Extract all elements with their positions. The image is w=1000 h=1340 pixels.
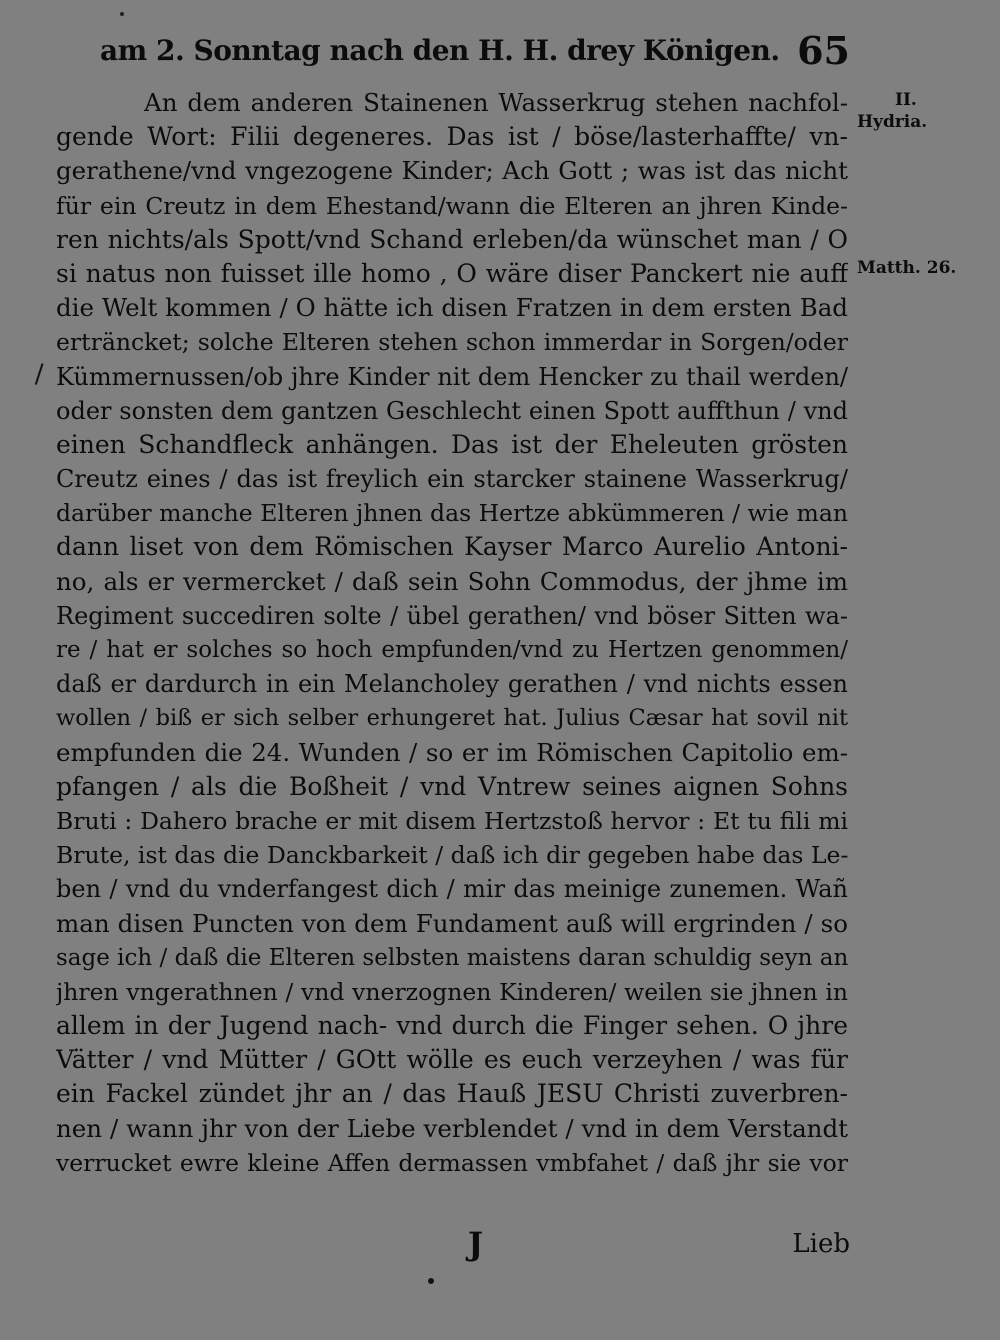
page-footer	[100, 1224, 850, 1264]
margin-note-matthew: Matth. 26.	[857, 258, 957, 278]
text-line: dann liset von dem Römischen Kayser Marco Aurelio Antoni-	[56, 532, 848, 562]
text-line: ren nichts/als Spott/vnd Schand erleben/da wünschet man / O	[56, 224, 848, 254]
text-line: darüber manche Elteren jhnen das Hertze abkümmeren / wie man	[56, 499, 848, 528]
text-line: Regiment succediren solte / übel gerathen/ vnd böser Sitten wa-	[56, 601, 848, 630]
margin-note-hydria: Hydria.	[857, 112, 928, 132]
text-line: no, als er vermercket / daß sein Sohn Commodus, der jhme im	[56, 566, 848, 596]
body-text	[56, 86, 848, 1180]
text-line: si natus non fuisset ille homo , O wäre diser Panckert nie auff	[56, 258, 848, 288]
margin-note-numeral: II.	[895, 90, 917, 110]
text-line: An dem anderen Stainenen Wasserkrug stehen nachfol-	[144, 88, 848, 117]
ink-mark	[35, 363, 49, 386]
page-number: 65	[797, 28, 850, 73]
text-line: re / hat er solches so hoch empfunden/vnd zu Hertzen genommen/	[56, 637, 848, 663]
text-line: einen Schandfleck anhängen. Das ist der Eheleuten grösten	[56, 429, 848, 459]
text-line: Brute, ist das die Danckbarkeit / daß ich dir gegeben habe das Le-	[56, 841, 848, 870]
text-line: die Welt kommen / O hätte ich disen Fratzen in dem ersten Bad	[56, 293, 848, 323]
text-line: verrucket ewre kleine Affen dermassen vmbfahet / daß jhr sie vor	[56, 1148, 848, 1177]
text-line: daß er dardurch in ein Melancholey gerathen / vnd nichts essen	[56, 670, 848, 699]
text-line: empfunden die 24. Wunden / so er im Römischen Capitolio em-	[56, 737, 848, 767]
text-line: nen / wann jhr von der Liebe verblendet / vnd in dem Verstandt	[56, 1113, 848, 1143]
text-line: für ein Creutz in dem Ehestand/wann die Elteren an jhren Kinde-	[56, 191, 848, 220]
text-line: gende Wort: Filii degeneres. Das ist / böse/lasterhaffte/ vn-	[56, 122, 848, 152]
text-line: jhren vngerathnen / vnd vnerzognen Kinderen/ weilen sie jhnen in	[56, 977, 848, 1006]
ink-speck	[428, 1278, 434, 1284]
text-line: erträncket; solche Elteren stehen schon immerdar in Sorgen/oder	[56, 328, 848, 357]
text-line: sage ich / daß die Elteren selbsten maistens daran schuldig seyn an	[56, 944, 848, 971]
signature-mark: J	[468, 1225, 484, 1263]
catchword: Lieb	[792, 1229, 850, 1259]
running-title: am 2. Sonntag nach den H. H. drey Königen.	[100, 34, 780, 67]
text-line: ein Fackel zündet jhr an / das Hauß JESU Christi zuverbren-	[56, 1079, 848, 1109]
ink-speck	[120, 12, 124, 16]
text-line: Creutz eines / das ist freylich ein starcker stainene Wasserkrug/	[56, 465, 848, 494]
text-line: Bruti : Dahero brache er mit disem Hertzstoß hervor : Et tu fili mi	[56, 806, 848, 835]
text-line: Kümmernussen/ob jhre Kinder nit dem Hencker zu thail werden/	[56, 362, 848, 391]
text-line: man disen Puncten von dem Fundament auß will ergrinden / so	[56, 908, 848, 938]
running-head	[100, 22, 850, 80]
text-line: pfangen / als die Boßheit / vnd Vntrew seines aignen Sohns	[56, 771, 848, 801]
text-line: Vätter / vnd Mütter / GOtt wölle es euch verzeyhen / was für	[56, 1045, 848, 1075]
text-line: gerathene/vnd vngezogene Kinder; Ach Gott ; was ist das nicht	[56, 156, 848, 186]
text-line: allem in der Jugend nach- vnd durch die Finger sehen. O jhre	[56, 1011, 848, 1041]
text-line: ben / vnd du vnderfangest dich / mir das meinige zunemen. Wañ	[56, 875, 848, 904]
text-line: wollen / biß er sich selber erhungeret hat. Julius Cæsar hat sovil nit	[56, 705, 848, 732]
text-line: oder sonsten dem gantzen Geschlecht einen Spott auffthun / vnd	[56, 396, 848, 425]
